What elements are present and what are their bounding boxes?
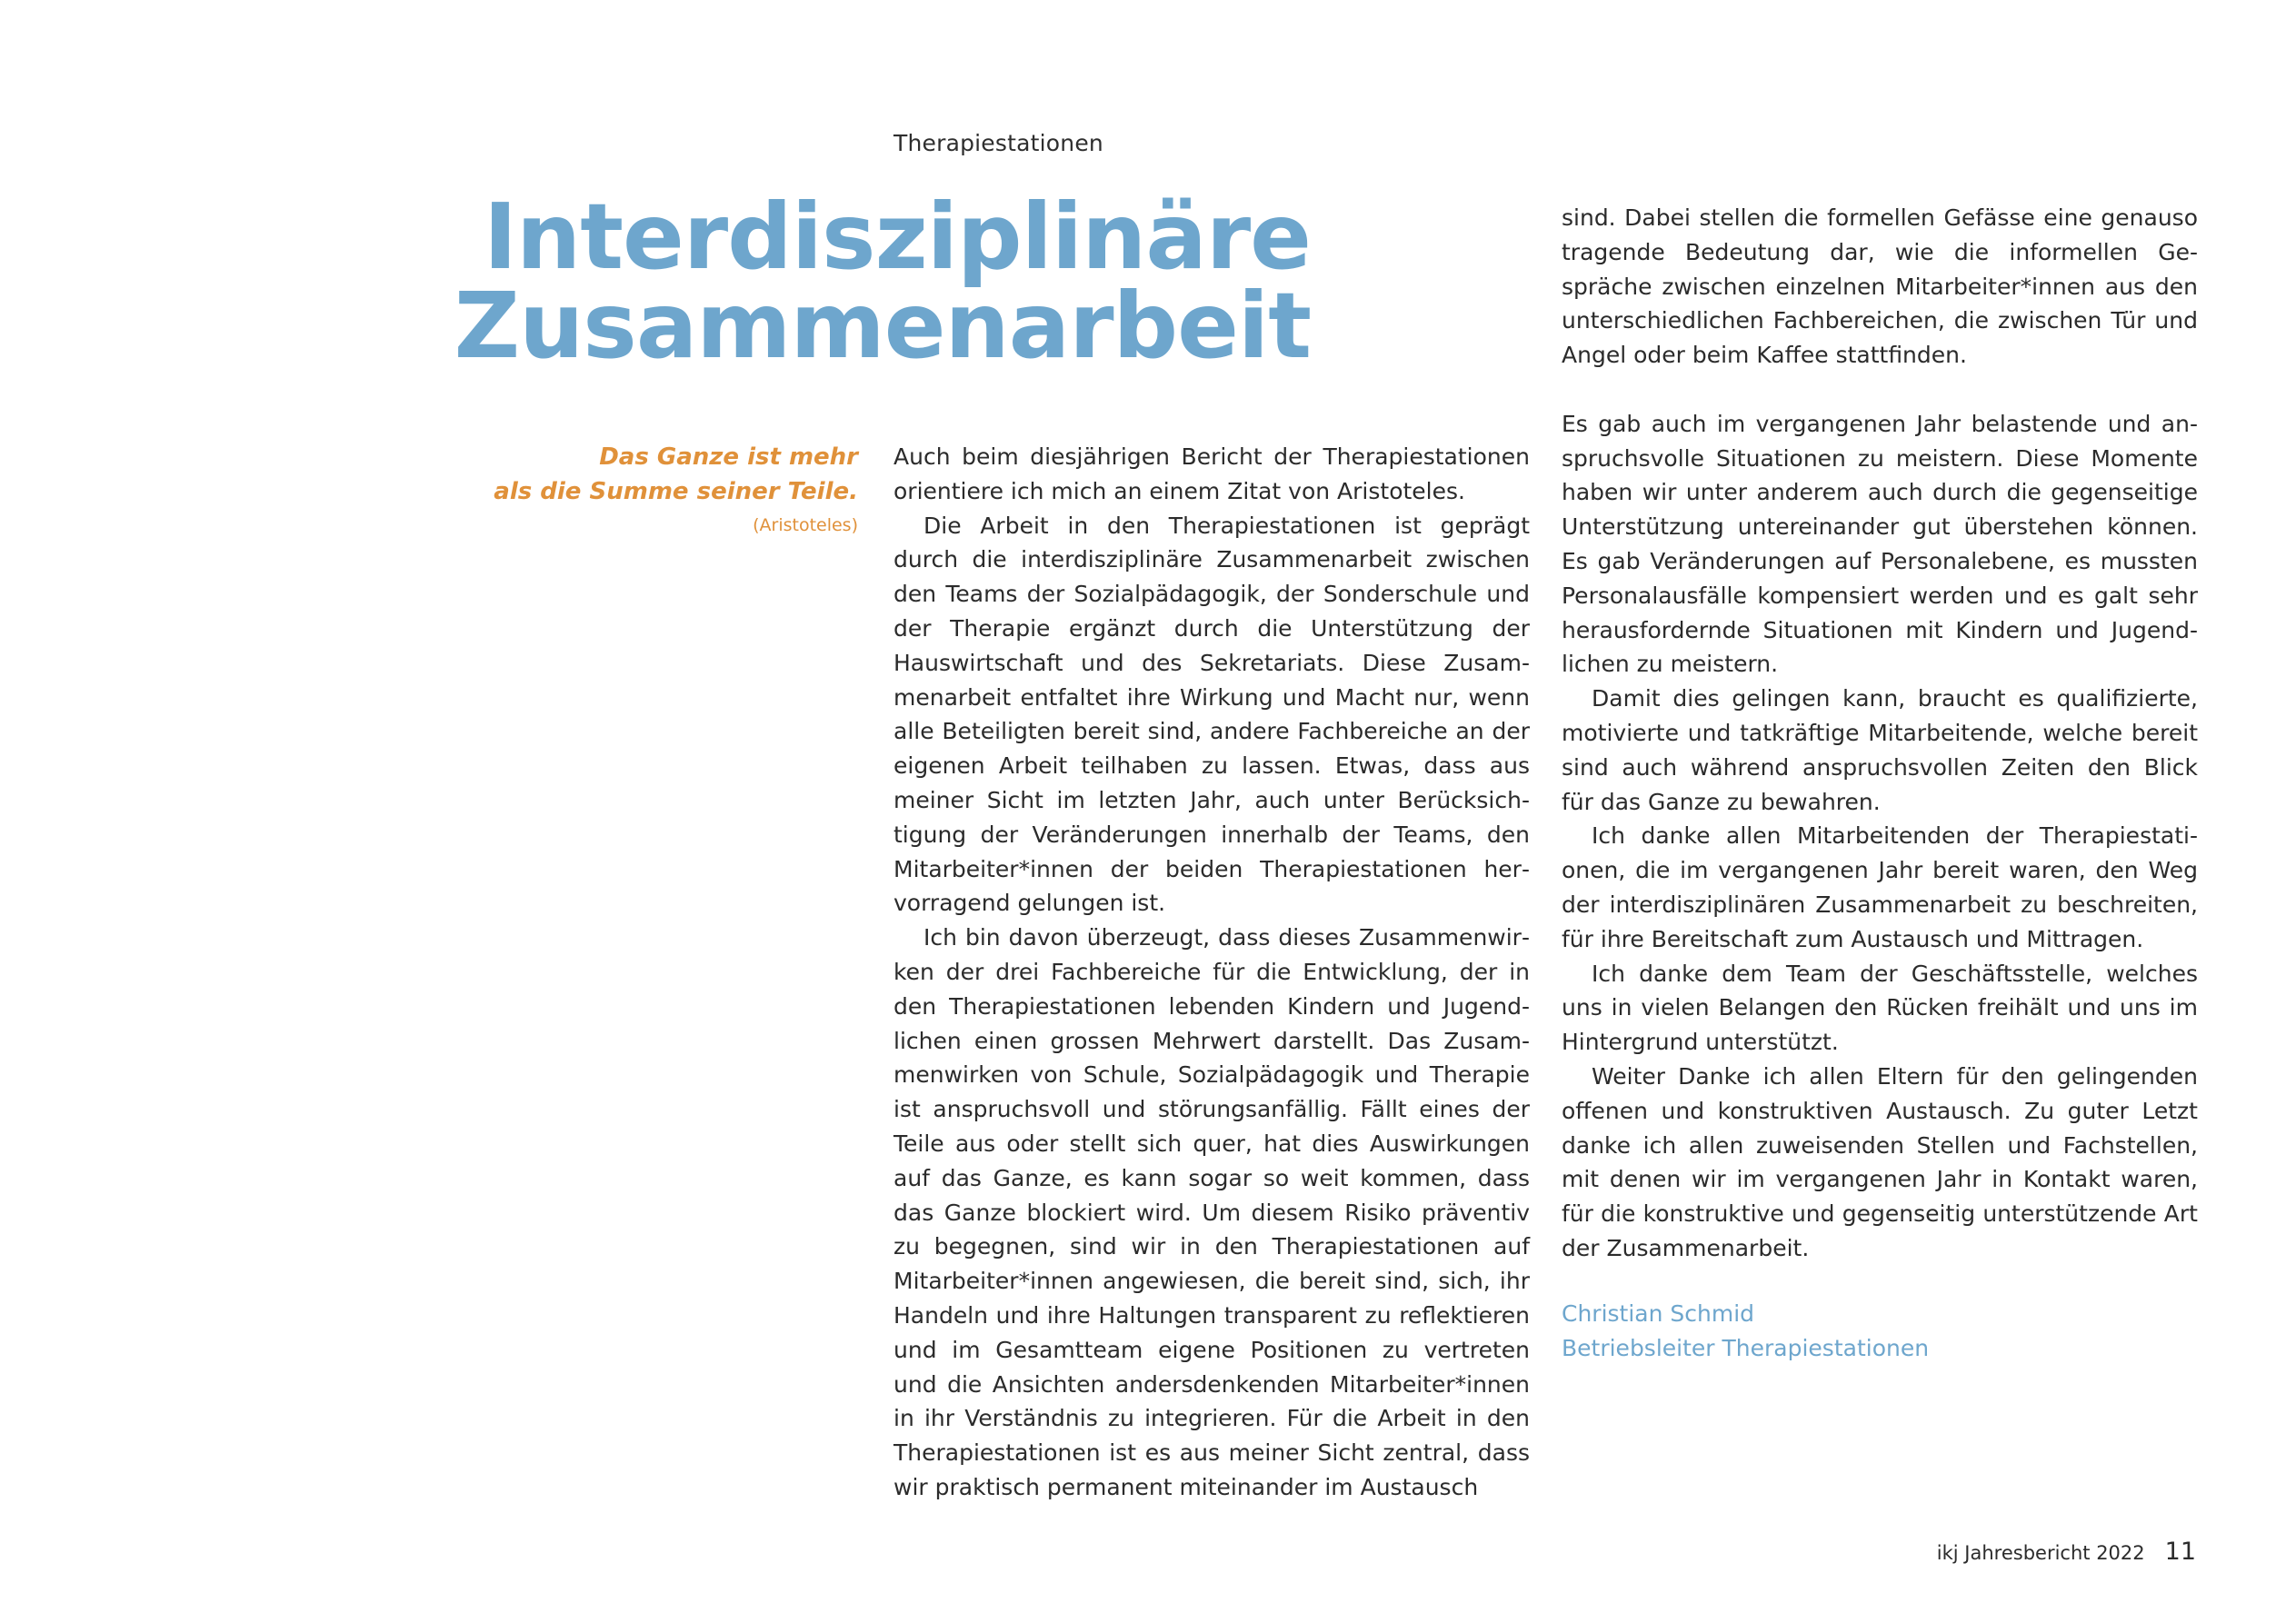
- title-line-2: Zusammenarbeit: [454, 273, 1311, 379]
- quote-line-1: Das Ganze ist mehr: [599, 443, 858, 471]
- body-column-left: [893, 440, 1530, 1505]
- quote-line-2: als die Summe seiner Teile.: [494, 478, 858, 505]
- epigraph-quote: [476, 440, 858, 542]
- quote-author: (Aristoteles): [753, 515, 858, 535]
- body-column-right: [1562, 201, 2198, 1266]
- paragraph: Weiter Danke ich allen Eltern für den gelingenden offenen und konstruktiven Austausch. Zu guter Letzt danke ich allen zuweisenden Stellen und Fachstellen, mit denen wir im vergangenen Jahr in Kontakt waren, für die konstruktive und gegenseitig unterstützende Art der Zusammenarbeit.: [1562, 1062, 2198, 1261]
- signature-name: Christian Schmid: [1562, 1300, 1755, 1327]
- signature-block: [1562, 1297, 1929, 1366]
- page-title: [454, 184, 1311, 379]
- title-line-1: Interdisziplinäre: [483, 184, 1311, 290]
- signature-role: Betriebsleiter Therapiestationen: [1562, 1334, 1930, 1361]
- paragraph: sind. Dabei stellen die formellen Gefässe eine genauso tragende Bedeutung dar, wie die informellen Gespräche zwischen einzelnen Mitarbeiter*innen aus den unterschiedlichen Fachbereichen, die zwischen Tür und Angel oder beim Kaffee stattfinden.: [1562, 204, 2198, 369]
- paragraph: Auch beim diesjährigen Bericht der Therapiestationen orientiere ich mich an einem Zitat von Aristoteles.: [893, 443, 1530, 504]
- paragraph: Es gab auch im vergangenen Jahr belastende und anspruchsvolle Situationen zu meistern. Diese Momente haben wir unter anderem auch durch die gegenseitige Unterstützung untereinander gut überstehen können. Es gab Veränderungen auf Personalebene, es mussten Personalausfälle kompensiert werden und es galt sehr herausfordernde Situationen mit Kindern und Jugendlichen zu meistern.: [1562, 410, 2198, 678]
- footer-report-title: ikj Jahresbericht 2022: [1936, 1542, 2145, 1564]
- paragraph: Ich danke dem Team der Geschäftsstelle, welches uns in vielen Belangen den Rücken freihält und uns im Hintergrund unterstützt.: [1562, 960, 2198, 1056]
- paragraph: Ich danke allen Mitarbeitenden der Therapiestationen, die im vergangenen Jahr bereit waren, den Weg der interdisziplinären Zusammenarbeit zu beschreiten, für ihre Bereitschaft zum Austausch und Mittragen.: [1562, 822, 2198, 952]
- paragraph: Die Arbeit in den Therapiestationen ist geprägt durch die interdisziplinäre Zusammenarbeit zwischen den Teams der Sozialpädagogik, der Sonderschule und der Therapie ergänzt durch die Unterstützung der Hauswirtschaft und des Sekretariats. Diese Zusammenarbeit entfaltet ihre Wirkung und Macht nur, wenn alle Beteiligten bereit sind, andere Fachbereiche an der eigenen Arbeit teilhaben zu lassen. Etwas, dass aus meiner Sicht im letzten Jahr, auch unter Berücksichtigung der Veränderungen innerhalb der Teams, den Mitarbeiter*innen der beiden Therapiestationen hervorragend gelungen ist.: [893, 512, 1530, 917]
- page-number: 11: [2164, 1538, 2196, 1566]
- paragraph: Ich bin davon überzeugt, dass dieses Zusammenwirken der drei Fachbereiche für die Entwicklung, der in den Therapiestationen lebenden Kindern und Jugendlichen einen grossen Mehrwert darstellt. Das Zusammenwirken von Schule, Sozialpädagogik und Therapie ist anspruchsvoll und störungsanfällig. Fällt eines der Teile aus oder stellt sich quer, hat dies Auswirkungen auf das Ganze, es kann sogar so weit kommen, dass das Ganze blockiert wird. Um diesem Risiko präventiv zu begegnen, sind wir in den Therapiestationen auf Mitarbeiter*innen angewiesen, die bereit sind, sich, ihr Handeln und ihre Haltungen transparent zu reflektieren und im Gesamtteam eigene Positionen zu vertreten und die Ansichten andersdenkenden Mitarbeiter*innen in ihr Verständnis zu integrieren. Für die Arbeit in den Therapiestationen ist es aus meiner Sicht zentral, dass wir praktisch permanent miteinander im Austausch: [893, 924, 1530, 1500]
- paragraph: Damit dies gelingen kann, braucht es qualifizierte, motivierte und tatkräftige Mitarbeitende, welche bereit sind auch während anspruchsvollen Zeiten den Blick für das Ganze zu bewahren.: [1562, 685, 2198, 815]
- page-footer: [1937, 1538, 2196, 1566]
- section-label: Therapiestationen: [893, 130, 1103, 156]
